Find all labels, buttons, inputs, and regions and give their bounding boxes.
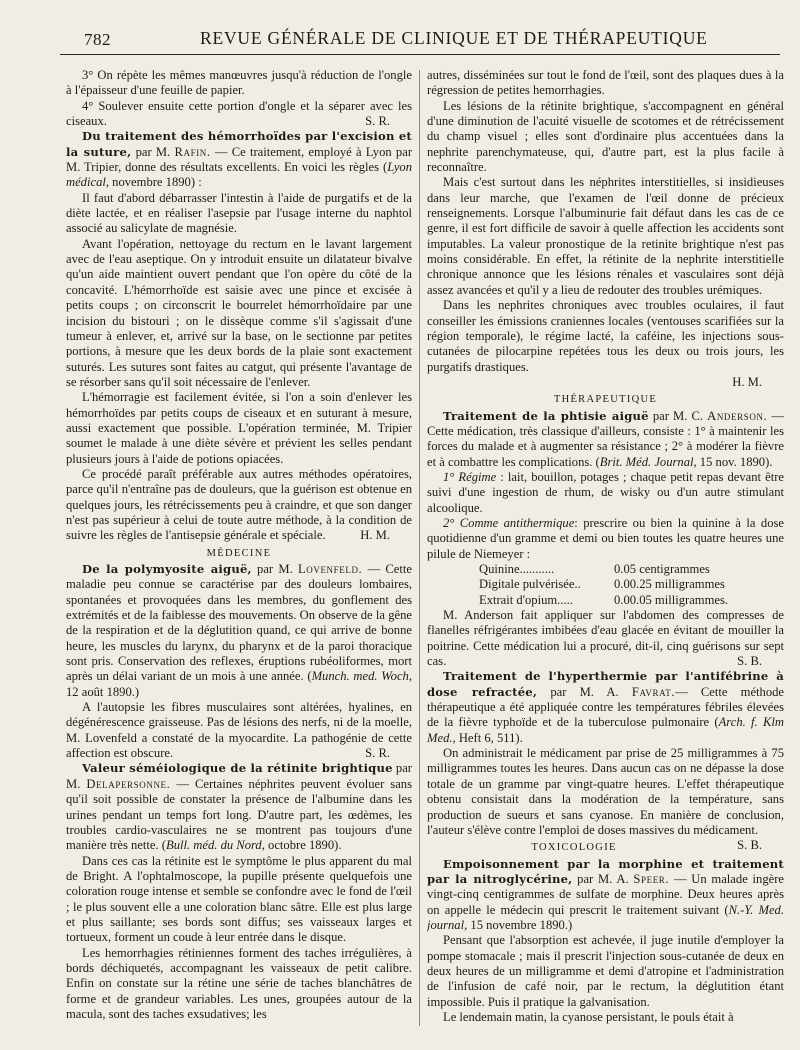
phthisis-source: Brit. Méd. Journal, (599, 454, 697, 469)
prescription-drug: Quinine (479, 562, 520, 576)
section-heading-toxicologie: TOXICOLOGIE (531, 842, 617, 854)
retinitis-paragraph-2: Dans ces cas la rétinite est le symptôme le plus apparent du mal de Bright. A l'ophtalmoscope, la pupille présente quelquefois une coloration rouge intense et semble se confondre avec le fond de l'œil ; le plus souvent elle a une coloration blanc sâtre. Elle est plus large et plus saillante; ses bords sont diffus; ses vaisseaux larges et tortueux, forment un coude à leur entrée dans le disque. (66, 853, 412, 945)
poisoning-source-date: 15 novembre 1890.) (467, 917, 573, 932)
poisoning-paragraph-3: Le lendemain matin, la cyanose persistant, le pouls était à (443, 1009, 734, 1024)
prescription-item (479, 562, 614, 577)
retinitis-cont-paragraph-3: Mais c'est surtout dans les néphrites interstitielles, si insidieuses dans leur marche, que l'examen de l'œil donne de précieux renseignements. Lorsque l'albuminurie fait défaut dans les cas de ce genre, il est fort difficile de savoir à quelle affection les accidents sont imputables. La valeur pronostique de la retinite brightique n'est pas moins considérable. En effet, la rétinite de la nephrite interstitielle chronique annonce que les lésions rénales et vasculaires sont déjà assez avancées et qu'il y a lieu de redouter des troubles urémiques. (427, 175, 784, 297)
polymyositis-title: De la polymyosite aiguë, (82, 562, 252, 576)
hemorrhoids-source-date: novembre 1890) : (109, 175, 202, 190)
poisoning-author: Speer. (633, 871, 670, 886)
phthisis-text: — Cette médication, très classique d'ailleurs, consiste : 1° à maintenir les forces du malade et à augmenter sa résistance ; 2° à modérer la fièvre et à combattre les complications. ( (427, 408, 784, 469)
retinitis-text: — Certaines néphrites peuvent évoluer sans qu'il soit possible de constater la présence de l'albumine dans les urines pendant un temps fort long. D'autre part, les œdèmes, les troubles cardio-vasculaires ne se montrent pas toujours d'une manière très nette. ( (66, 776, 412, 853)
retinitis-by: par M. (66, 761, 412, 791)
polymyositis-paragraph-2-text: A l'autopsie les fibres musculaires sont altérées, hyalines, en dégénérescence graisseuse. Pas de lésions des nerfs, ni de la moelle, M. Lovenfeld a constaté de la myocardite. La pathogénie de cette affection est obscure. (66, 700, 412, 761)
prescription-dose: 0.05 centigrammes (614, 562, 710, 576)
hyperthermia-intro (427, 669, 784, 746)
excision-step-3: 3° On répète les mêmes manœuvres jusqu'à réduction de l'ongle à l'épaisseur d'une feuille de papier. (66, 68, 412, 98)
polymyositis-intro (66, 562, 412, 700)
hemorrhoids-paragraph-3: L'hémorragie est facilement évitée, si l'on a soin d'enlever les hémorrhoïdes par petits coups de ciseaux et en suturant à mesure, aussi exactement que possible. L'opération terminée, M. Tripier soumet le malade à une diète sévère et prévient les selles pendant plusieurs jours à l'aide de potions opiacées. (66, 390, 412, 466)
phthisis-author: Anderson. (707, 408, 768, 423)
prescription-row (427, 577, 784, 592)
phthisis-regime (427, 470, 784, 516)
hyperthermia-source: Arch. f. Klm Med., (427, 715, 784, 745)
prescription-item (479, 593, 614, 608)
polymyositis-text: — Cette maladie peu connue se caractérise par des douleurs lombaires, spontanées et provoquées dans les membres, du gonflement des extrémités et de la faiblesse des mouvements. On observe de la gêne de la respiration et de la déglutition quand, ce qui arrive de bonne heure, les muscles du larynx, du pharynx et de la paroi thoracique sont pris. Conservation des reflexes, éruptions rubéoliformes, mort après un délai variant de un mois à une année. ( (66, 562, 412, 684)
polymyositis-signature: S. R. (365, 746, 390, 761)
phthisis-antithermic-text: : prescrire ou bien la quinine à la dose quotidienne d'un gramme et demi ou bien toutes les quatre heures une pilule de Niemeyer : (427, 515, 784, 561)
left-column (66, 68, 412, 1042)
hyperthermia-paragraph-2-text: On administrait le médicament par prise de 25 milligrammes à 75 milligrammes toutes les heures. Dans aucun cas on ne dépasse la dose totale de un gramme par vingt-quatre heures. L'effet thérapeutique obtenu consistait dans la modération de la température, sans production de sueurs et sans cyanose. En manière de conclusion, l'auteur s'élève contre l'emploi de doses massives du médicament. (427, 746, 784, 837)
right-column (427, 68, 784, 1042)
polymyositis-author: Lovenfeld. (297, 562, 363, 576)
hemorrhoids-source: Lyon médical, (66, 160, 412, 190)
prescription-row (427, 593, 784, 608)
prescription-item (479, 577, 614, 592)
poisoning-source: N.-Y. Med. journal, (427, 902, 784, 932)
phthisis-paragraph-2-text: M. Anderson fait appliquer sur l'abdomen des compresses de flanelles réfrigérantes imbibées d'eau glacée en évitant de mouiller la poitrine. Cette médication lui a procuré, dit-il, cinq guérisons sur sept cas. (427, 608, 784, 669)
polymyositis-by: par M. (257, 562, 293, 576)
hemorrhoids-by: par M. (135, 144, 171, 159)
prescription-dose: 0.00.25 milligrammes (614, 577, 725, 592)
prescription-leader: ..... (557, 592, 573, 607)
retinitis-source: Bull. méd. du Nord, (166, 838, 265, 853)
prescription-table (427, 562, 784, 608)
hyperthermia-title: Traitement de l'hyperthermie par l'antifébrine à dose refractée, (427, 669, 784, 699)
hyperthermia-source-date: Heft 6, 511). (455, 730, 523, 745)
prescription-drug: Digitale pulvérisée (479, 577, 575, 592)
phthisis-paragraph-2 (427, 608, 784, 669)
prescription-leader: .. (574, 577, 581, 592)
hemorrhoids-intro-text: — Ce traitement, employé à Lyon par M. Tripier, donne des résultats excellents. En voici les règles ( (66, 144, 412, 175)
phthisis-source-date: 15 nov. 1890). (696, 454, 773, 469)
prescription-drug: Extrait d'opium (479, 592, 558, 607)
hemorrhoids-signature: H. M. (360, 528, 390, 543)
prescription-leader: ........... (519, 562, 555, 576)
hyperthermia-by: par M. A. (550, 684, 619, 699)
polymyositis-source-date: , 12 août 1890.) (66, 669, 412, 699)
hyperthermia-text: — Cette méthode thérapeutique a été appliquée contre les températures fébriles élevées de la fièvre typhoïde et de la tuberculose pulmonaire ( (427, 684, 784, 730)
phthisis-by: par M. C. (652, 408, 704, 423)
phthisis-intro (427, 409, 784, 470)
prescription-dose: 0.00.05 milligrammes. (614, 592, 729, 607)
column-divider (419, 70, 420, 1026)
poisoning-intro (427, 857, 784, 934)
hemorrhoids-title: Du traitement des hémorrhoïdes par l'excision et la suture, (66, 129, 412, 159)
excision-step-4 (66, 99, 412, 130)
hyperthermia-signature: S. B. (737, 838, 762, 853)
prescription-row (427, 562, 784, 577)
poisoning-title: Empoisonnement par la morphine et traitement par la nitroglycérine, (427, 856, 784, 886)
phthisis-regime-label: 1° Régime (443, 469, 497, 484)
retinitis-cont-paragraph-1: autres, disséminées sur tout le fond de l'œil, sont des plaques dues à la régression de petites hemorrhagies. (427, 68, 784, 98)
hemorrhoids-paragraph-4 (66, 467, 412, 544)
hemorrhoids-paragraph-1: Il faut d'abord débarrasser l'intestin à l'aide de purgatifs et de la diète lactée, et en réaliser l'asepsie par l'usage interne du naphtol associé au salicylate de magnésie. (66, 190, 412, 236)
retinitis-title: Valeur séméiologique de la rétinite brightique (82, 761, 393, 776)
phthisis-regime-text: : lait, bouillon, potages ; chaque petit repas devant être suivi d'une ingestion de rhum, de wisky ou d'un autre stimulant alcoolique. (427, 469, 784, 515)
retinitis-signature: H. M. (732, 374, 762, 389)
excision-signature: S. R. (365, 114, 390, 129)
hemorrhoids-intro (66, 129, 412, 190)
phthisis-antithermic-label: 2° Comme antithermique (443, 515, 575, 530)
phthisis-title: Traitement de la phtisie aiguë (443, 408, 649, 423)
hemorrhoids-paragraph-2: Avant l'opération, nettoyage du rectum en le lavant largement avec de l'eau aseptique. On y introduit ensuite un dilatateur bivalve qu'un aide maintient ouvert pendant que l'on opère du côté de la concavité. L'hémorrhoïde est saisie avec une pince et excisée à petits coups ; on circonscrit le bourrelet hémorrhoïdaire par une incision du bistouri ; on le dissèque comme s'il s'agissait d'une tumeur à enlever, et, arrivé sur la base, on le sectionne par petites portions, à mesure que les deux bords de la plaie sont exactement suturés. Les sutures sont faites au catgut, qui présente l'avantage de se résorber sans qu'il soit nécessaire de l'enlever. (66, 236, 412, 389)
poisoning-paragraph-2: Pensant que l'absorption est achevée, il juge inutile d'employer la pompe stomacale ; mais il prescrit l'injection sous-cutanée de deux en deux heures de un milligramme et demi d'atropine et l'administration de l'infusion de café noir, par le rectum, la déglutition étant impossible. Puis il pratique la galvanisation. (427, 933, 784, 1009)
phthisis-antithermic (427, 516, 784, 562)
hemorrhoids-author: Rafin. (174, 144, 211, 159)
retinitis-intro (66, 761, 412, 853)
poisoning-by: par M. A. (577, 871, 629, 886)
page-header (60, 26, 780, 55)
excision-step-4-text: 4° Soulever ensuite cette portion d'ongle et la séparer avec les ciseaux. (66, 98, 412, 129)
hyperthermia-author: Favrat. (631, 684, 676, 699)
phthisis-signature: S. B. (737, 654, 762, 669)
section-heading-medecine: MÉDECINE (206, 547, 272, 559)
polymyositis-source: Munch. med. Woch (311, 669, 409, 684)
retinitis-cont-paragraph-2: Les lésions de la rétinite brightique, s'accompagnent en général d'une diminution de l'acuité visuelle de scotomes et de rétrécissement du champ visuel ; elles sont d'ordinaire plus accentuées dans la nephrite parenchymateuse, qui, d'autre part, est la plus facile à reconnaître. (427, 98, 784, 175)
poisoning-text: — Un malade ingère vingt-cinq centigrammes de sulfate de morphine. Deux heures après on appelle le médecin qui prescrit le traitement suivant ( (427, 871, 784, 917)
polymyositis-paragraph-2 (66, 700, 412, 761)
retinitis-author: Delapersonne. (86, 776, 171, 791)
retinitis-cont-paragraph-4: Dans les nephrites chroniques avec troubles oculaires, il faut conseiller les émissions craniennes locales (ventouses scarifiées sur la région temporale), le régime lacté, la caféine, les injections sous-cutanées de pilocarpine repétées tous les deux ou trois jours, les purgatifs drastiques. (427, 298, 784, 374)
hemorrhoids-paragraph-4-text: Ce procédé paraît préférable aux autres méthodes opératoires, parce qu'il n'entraîne pas de douleurs, que la guérison est obtenue en quelques jours, les rétrécissements peu à craindre, et que son danger n'est pas supérieur à celui de toute autre méthode, à la condition de suivre les règles de l'antisepsie générale et spéciale. (66, 466, 412, 543)
running-title: REVUE GÉNÉRALE DE CLINIQUE ET DE THÉRAPEUTIQUE (200, 28, 708, 48)
retinitis-source-date: octobre 1890). (264, 838, 342, 853)
section-heading-therapeutique: THÉRAPEUTIQUE (553, 394, 658, 406)
page-number: 782 (84, 30, 111, 49)
retinitis-paragraph-3: Les hemorrhagies rétiniennes forment des taches irrégulières, à bords déchiquetés, accompagnant les vaisseaux de petit calibre. Enfin on constate sur la rétine une série de taches blanchâtres de forme et de grandeur variables. Les unes, groupées autour de la macula, sont des taches exsudatives; les (66, 945, 412, 1021)
